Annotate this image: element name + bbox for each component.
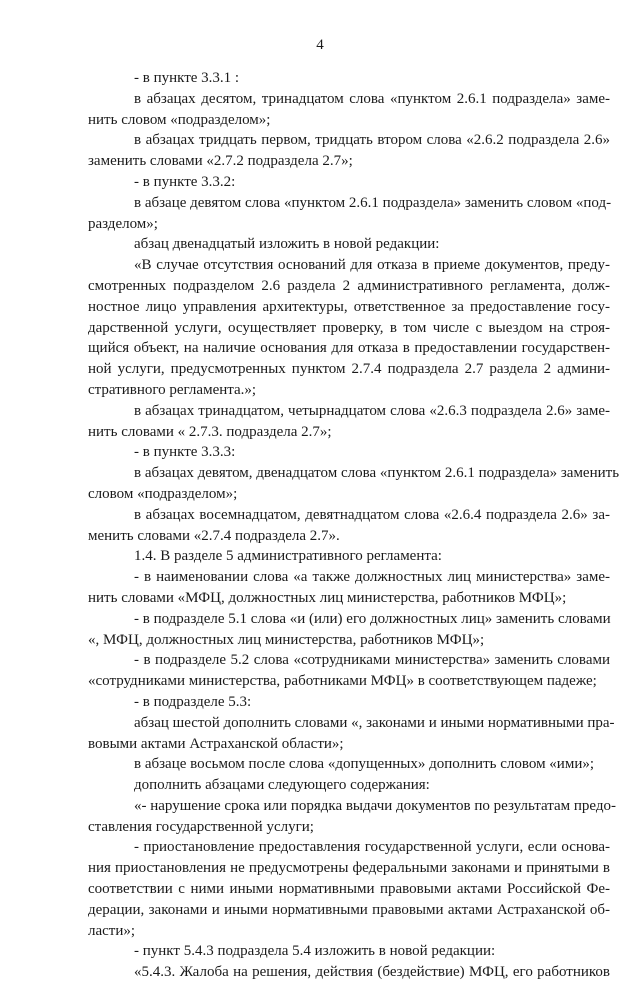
text-line: «, МФЦ, должностных лиц министерства, работников МФЦ»; — [88, 631, 485, 648]
text-line: словом «подразделом»; — [88, 485, 238, 502]
text-line: - приостановление предоставления государственной услуги, если основа- — [134, 839, 610, 856]
text-line: - в подразделе 5.1 слова «и (или) его должностных лиц» заменить словами — [134, 610, 611, 627]
text-line: соответствии с ними иными нормативными правовыми актами Российской Фе- — [88, 881, 610, 898]
text-line: в абзаце девятом слова «пунктом 2.6.1 подраздела» заменить словом «под- — [134, 194, 612, 211]
text-line: щийся объект, на наличие основания для отказа в предоставлении государствен- — [88, 340, 610, 357]
text-line: стративного регламента.»; — [88, 381, 257, 398]
text-line: «- нарушение срока или порядка выдачи документов по результатам предо- — [134, 797, 616, 814]
text-line: - в пункте 3.3.2: — [134, 173, 236, 190]
text-line: - в подразделе 5.3: — [134, 693, 252, 710]
text-line: ния приостановления не предусмотрены федеральными законами и принятыми в — [88, 860, 610, 877]
text-line: ностное лицо управления архитектуры, ответственное за предоставление госу- — [88, 298, 610, 315]
text-line: дерации, законами и иными нормативными правовыми актами Астраханской об- — [88, 901, 610, 918]
text-line: в абзацах десятом, тринадцатом слова «пунктом 2.6.1 подраздела» заме- — [134, 90, 610, 107]
text-line: абзац двенадцатый изложить в новой редакции: — [134, 236, 440, 253]
text-line: ласти»; — [88, 922, 136, 939]
text-line: - в подразделе 5.2 слова «сотрудниками министерства» заменить словами — [134, 652, 610, 669]
text-line: «В случае отсутствия оснований для отказа в приеме документов, преду- — [134, 257, 610, 274]
text-line: в абзацах восемнадцатом, девятнадцатом слова «2.6.4 подраздела 2.6» за- — [134, 506, 610, 523]
text-line: - в пункте 3.3.1 : — [134, 70, 240, 86]
text-line: - в наименовании слова «а также должностных лиц министерства» заме- — [134, 569, 610, 586]
text-line: - в пункте 3.3.3: — [134, 444, 236, 461]
text-line: в абзацах девятом, двенадцатом слова «пунктом 2.6.1 подраздела» заменить — [134, 465, 620, 482]
text-line: менить словами «2.7.4 подраздела 2.7». — [88, 527, 340, 544]
text-line: заменить словами «2.7.2 подраздела 2.7»; — [88, 153, 353, 170]
text-line: ставления государственной услуги; — [88, 818, 314, 835]
text-line: «сотрудниками министерства, работниками МФЦ» в соответствующем падеже; — [88, 673, 597, 690]
text-line: дополнить абзацами следующего содержания: — [134, 777, 430, 794]
text-line: вовыми актами Астраханской области»; — [88, 735, 344, 752]
text-line: разделом»; — [88, 215, 158, 232]
text-line: - пункт 5.4.3 подраздела 5.4 изложить в новой редакции: — [134, 943, 496, 960]
text-line: в абзаце восьмом после слова «допущенных» дополнить словом «ими»; — [134, 756, 595, 773]
text-line: в абзацах тринадцатом, четырнадцатом слова «2.6.3 подраздела 2.6» заме- — [134, 402, 610, 419]
text-line: нить словами « 2.7.3. подраздела 2.7»; — [88, 423, 332, 440]
text-line: 1.4. В разделе 5 административного регламента: — [134, 548, 442, 565]
text-line: смотренных подразделом 2.6 раздела 2 административного регламента, долж- — [88, 277, 610, 294]
text-line: нить словами «МФЦ, должностных лиц министерства, работников МФЦ»; — [88, 589, 567, 606]
document-body — [88, 68, 620, 983]
text-line: «5.4.3. Жалоба на решения, действия (бездействие) МФЦ, его работников — [134, 964, 610, 981]
text-line: абзац шестой дополнить словами «, законами и иными нормативными пра- — [134, 714, 615, 731]
text-line: в абзацах тридцать первом, тридцать втором слова «2.6.2 подраздела 2.6» — [134, 132, 610, 149]
text-line: дарственной услуги, осуществляет проверку, в том числе с выездом на строя- — [88, 319, 610, 336]
text-line: ной услуги, предусмотренных пунктом 2.7.4 подраздела 2.7 раздела 2 админи- — [88, 361, 610, 378]
page-number: 4 — [316, 37, 324, 53]
text-line: нить словом «подразделом»; — [88, 111, 271, 128]
